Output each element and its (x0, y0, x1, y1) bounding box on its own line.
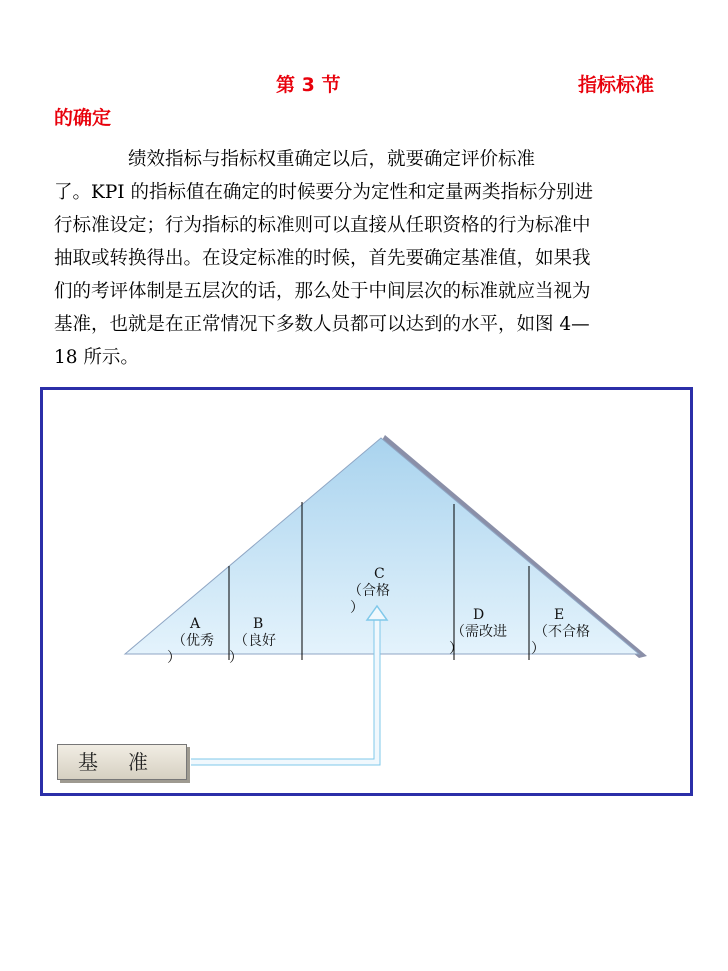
level-c-letter: C (374, 566, 385, 582)
paragraph-line: 基准，也就是在正常情况下多数人员都可以达到的水平，如图 4— (54, 314, 590, 335)
level-d-close: ） (449, 641, 463, 657)
paragraph-line: 绩效指标与指标权重确定以后，就要确定评价标准 (128, 149, 536, 170)
section-title-part2: 的确定 (54, 107, 112, 129)
evaluation-level-figure (40, 387, 693, 796)
level-c-close: ） (350, 600, 364, 616)
level-e-letter: E (554, 607, 565, 623)
level-a-close: ） (167, 650, 181, 666)
paragraph-line: 了。KPI 的指标值在确定的时候要分为定性和定量两类指标分别进 (54, 182, 593, 203)
level-d-letter: D (473, 607, 485, 623)
level-a-desc: （优秀 (172, 633, 214, 649)
level-e-desc: （不合格 (534, 624, 590, 640)
level-b-letter: B (253, 616, 264, 632)
body-paragraph (54, 143, 684, 374)
section-number: 第 3 节 (276, 74, 341, 96)
paragraph-line: 抽取或转换得出。在设定标准的时候，首先要确定基准值，如果我 (54, 248, 591, 269)
level-b-desc: （良好 (234, 633, 276, 649)
level-d-desc: （需改进 (451, 624, 507, 640)
paragraph-line: 行标准设定；行为指标的标准则可以直接从任职资格的行为标准中 (54, 215, 591, 236)
level-c-desc: （合格 (348, 583, 390, 599)
level-b-close: ） (229, 650, 243, 666)
paragraph-line: 18 所示。 (54, 347, 139, 368)
paragraph-line: 们的考评体制是五层次的话，那么处于中间层次的标准就应当视为 (54, 281, 591, 302)
level-e-close: ） (531, 641, 545, 657)
section-title-part1: 指标标准 (578, 74, 655, 96)
baseline-box: 基准 (57, 744, 187, 780)
level-a-letter: A (190, 616, 201, 632)
